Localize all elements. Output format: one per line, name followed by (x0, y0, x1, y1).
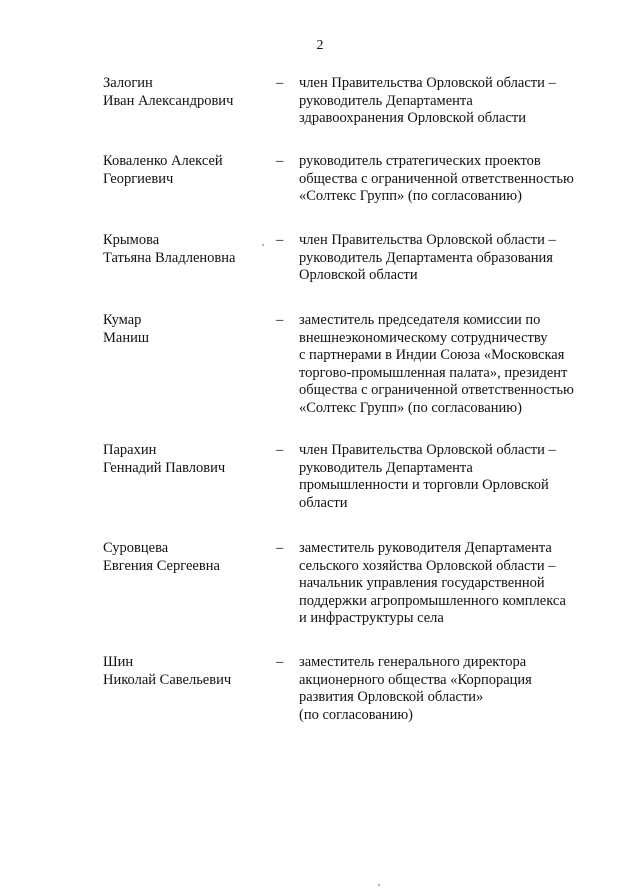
role-line: заместитель генерального директора (299, 654, 527, 670)
member-name (103, 153, 273, 188)
member-given-names: Маниш (103, 329, 150, 346)
separator-dash: – (276, 232, 284, 248)
role-line: общества с ограниченной ответственностью (299, 170, 574, 187)
role-line: «Солтекс Групп» (по согласованию) (299, 399, 522, 416)
page-number: 2 (316, 38, 324, 53)
separator-dash: – (276, 540, 284, 556)
member-given-names: Евгения Сергеевна (103, 557, 220, 574)
role-line: член Правительства Орловской области – (299, 232, 556, 248)
role-line: член Правительства Орловской области – (299, 442, 556, 458)
role-line: с партнерами в Индии Союза «Московская (299, 347, 565, 363)
role-line: «Солтекс Групп» (по согласованию) (299, 188, 522, 204)
role-line: заместитель руководителя Департамента (299, 540, 552, 556)
separator-dash: – (276, 312, 284, 328)
role-line: здравоохранения Орловской области (299, 110, 526, 126)
role-line: общества с ограниченной ответственностью (299, 382, 574, 398)
separator-dash: – (276, 654, 284, 670)
member-role (299, 312, 599, 417)
member-role (299, 654, 599, 724)
member-role (299, 540, 599, 628)
role-line: заместитель председателя комиссии по (299, 312, 541, 328)
member-surname: Коваленко Алексей (103, 153, 223, 169)
role-line: руководитель Департамента (299, 459, 473, 476)
role-line: руководитель Департамента образования (299, 249, 553, 266)
role-line: внешнеэкономическому сотрудничеству (299, 329, 548, 346)
member-given-names: Георгиевич (103, 170, 174, 187)
member-given-names: Геннадий Павлович (103, 459, 226, 476)
separator-dash: – (276, 442, 284, 458)
member-name (103, 540, 273, 575)
member-surname: Крымова (103, 232, 160, 248)
separator-dash: – (276, 75, 284, 91)
role-line: руководитель Департамента (299, 92, 473, 109)
role-line: акционерного общества «Корпорация (299, 671, 532, 688)
member-surname: Кумар (103, 312, 142, 328)
role-line: член Правительства Орловской области – (299, 75, 556, 91)
member-name (103, 232, 273, 267)
member-role (299, 232, 599, 285)
member-name (103, 75, 273, 110)
role-line: торгово-промышленная палата», президент (299, 364, 568, 381)
member-name (103, 654, 273, 689)
member-given-names: Николай Савельевич (103, 671, 232, 688)
role-line: руководитель стратегических проектов (299, 153, 541, 169)
role-line: Орловской области (299, 267, 418, 283)
scan-speck (378, 884, 380, 886)
role-line: сельского хозяйства Орловской области – (299, 557, 556, 574)
role-line: области (299, 494, 348, 511)
member-surname: Парахин (103, 442, 157, 458)
member-surname: Шин (103, 654, 134, 670)
member-surname: Суровцева (103, 540, 169, 556)
separator-dash: – (276, 153, 284, 169)
scan-speck (262, 244, 264, 246)
role-line: поддержки агропромышленного комплекса (299, 592, 566, 609)
role-line: и инфраструктуры села (299, 610, 444, 626)
member-given-names: Иван Александрович (103, 92, 234, 109)
role-line: развития Орловской области» (299, 689, 484, 705)
member-surname: Залогин (103, 75, 153, 91)
member-role (299, 442, 599, 512)
member-role (299, 75, 599, 128)
role-line: (по согласованию) (299, 706, 413, 723)
role-line: начальник управления государственной (299, 575, 545, 591)
member-name (103, 442, 273, 477)
role-line: промышленности и торговли Орловской (299, 477, 549, 493)
member-role (299, 153, 599, 206)
member-name (103, 312, 273, 347)
member-given-names: Татьяна Владленовна (103, 249, 236, 266)
